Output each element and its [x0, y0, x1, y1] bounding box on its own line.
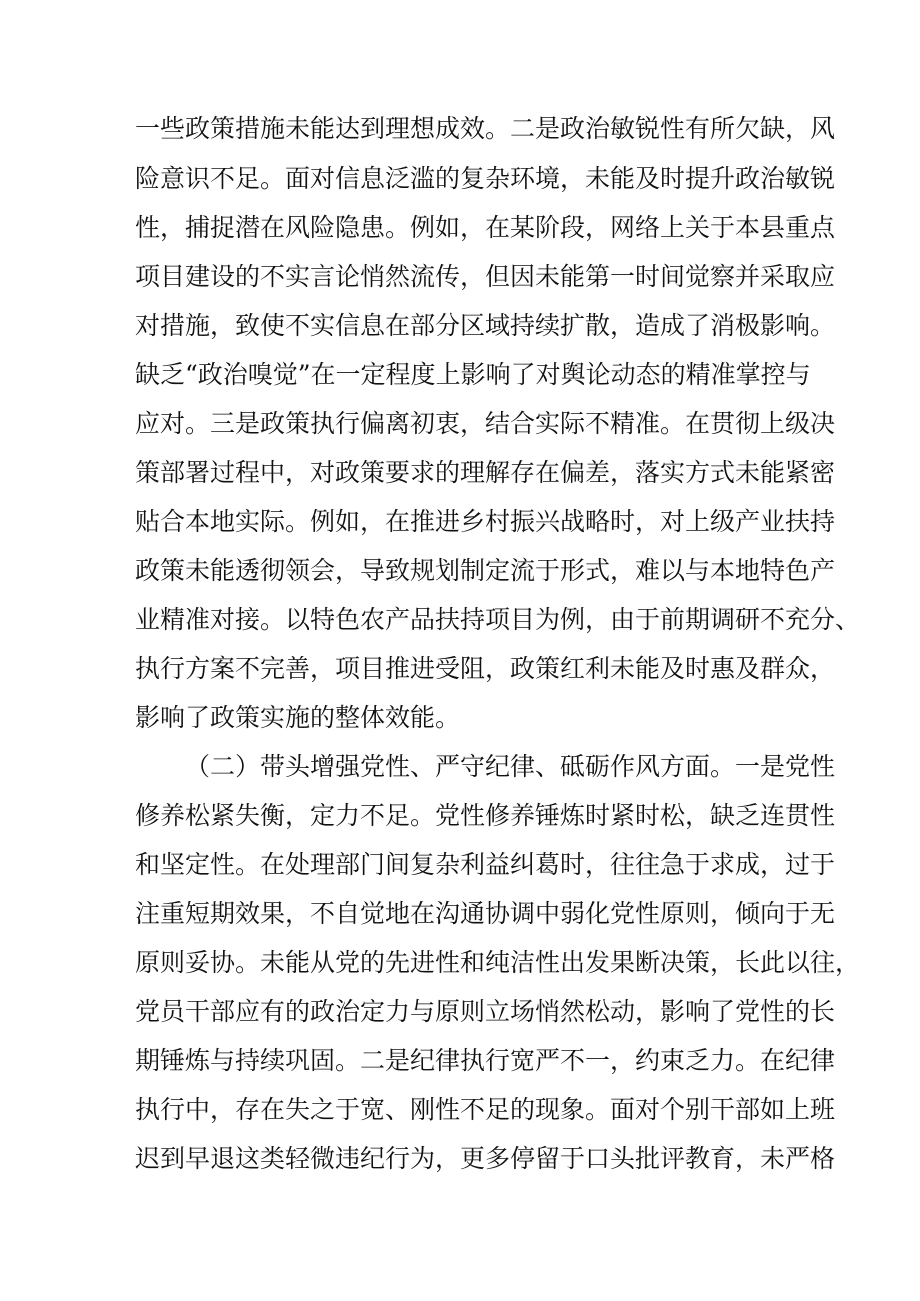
text-line: 对措施，致使不实信息在部分区域持续扩散，造成了消极影响。 [135, 311, 836, 340]
text-line: 政策未能透彻领会，导致规划制定流于形式，难以与本地特色产 [135, 556, 836, 585]
text-line: 原则妥协。未能从党的先进性和纯洁性出发果断决策，长此以往， [135, 948, 861, 977]
text-line: 项目建设的不实言论悄然流传，但因未能第一时间觉察并采取应 [135, 262, 836, 291]
text-line: 贴合本地实际。例如，在推进乡村振兴战略时，对上级产业扶持 [135, 507, 836, 536]
text-line: 应对。三是政策执行偏离初衷，结合实际不精准。在贯彻上级决 [135, 409, 836, 438]
text-line: 注重短期效果，不自觉地在沟通协调中弱化党性原则，倾向于无 [135, 899, 836, 928]
section-heading-line: （二）带头增强党性、严守纪律、砥砺作风方面。一是党性 [185, 752, 836, 781]
text-line: 影响了政策实施的整体效能。 [135, 703, 461, 732]
text-line: 缺乏“政治嗅觉”在一定程度上影响了对舆论动态的精准掌控与 [135, 360, 811, 389]
text-line: 业精准对接。以特色农产品扶持项目为例，由于前期调研不充分、 [135, 605, 861, 634]
text-line: 险意识不足。面对信息泛滥的复杂环境，未能及时提升政治敏锐 [135, 164, 836, 193]
text-line: 党员干部应有的政治定力与原则立场悄然松动，影响了党性的长 [135, 997, 836, 1026]
text-line: 执行方案不完善，项目推进受阻，政策红利未能及时惠及群众， [135, 654, 836, 683]
text-line: 执行中，存在失之于宽、刚性不足的现象。面对个别干部如上班 [135, 1095, 836, 1124]
text-line: 策部署过程中，对政策要求的理解存在偏差，落实方式未能紧密 [135, 458, 836, 487]
text-line: 修养松紧失衡，定力不足。党性修养锤炼时紧时松，缺乏连贯性 [135, 801, 836, 830]
text-line: 期锤炼与持续巩固。二是纪律执行宽严不一，约束乏力。在纪律 [135, 1046, 836, 1075]
text-line: 性，捕捉潜在风险隐患。例如，在某阶段，网络上关于本县重点 [135, 213, 836, 242]
text-line: 一些政策措施未能达到理想成效。二是政治敏锐性有所欠缺，风 [135, 114, 836, 143]
text-line: 和坚定性。在处理部门间复杂利益纠葛时，往往急于求成，过于 [135, 850, 836, 879]
text-line: 迟到早退这类轻微违纪行为，更多停留于口头批评教育，未严格 [135, 1144, 836, 1173]
